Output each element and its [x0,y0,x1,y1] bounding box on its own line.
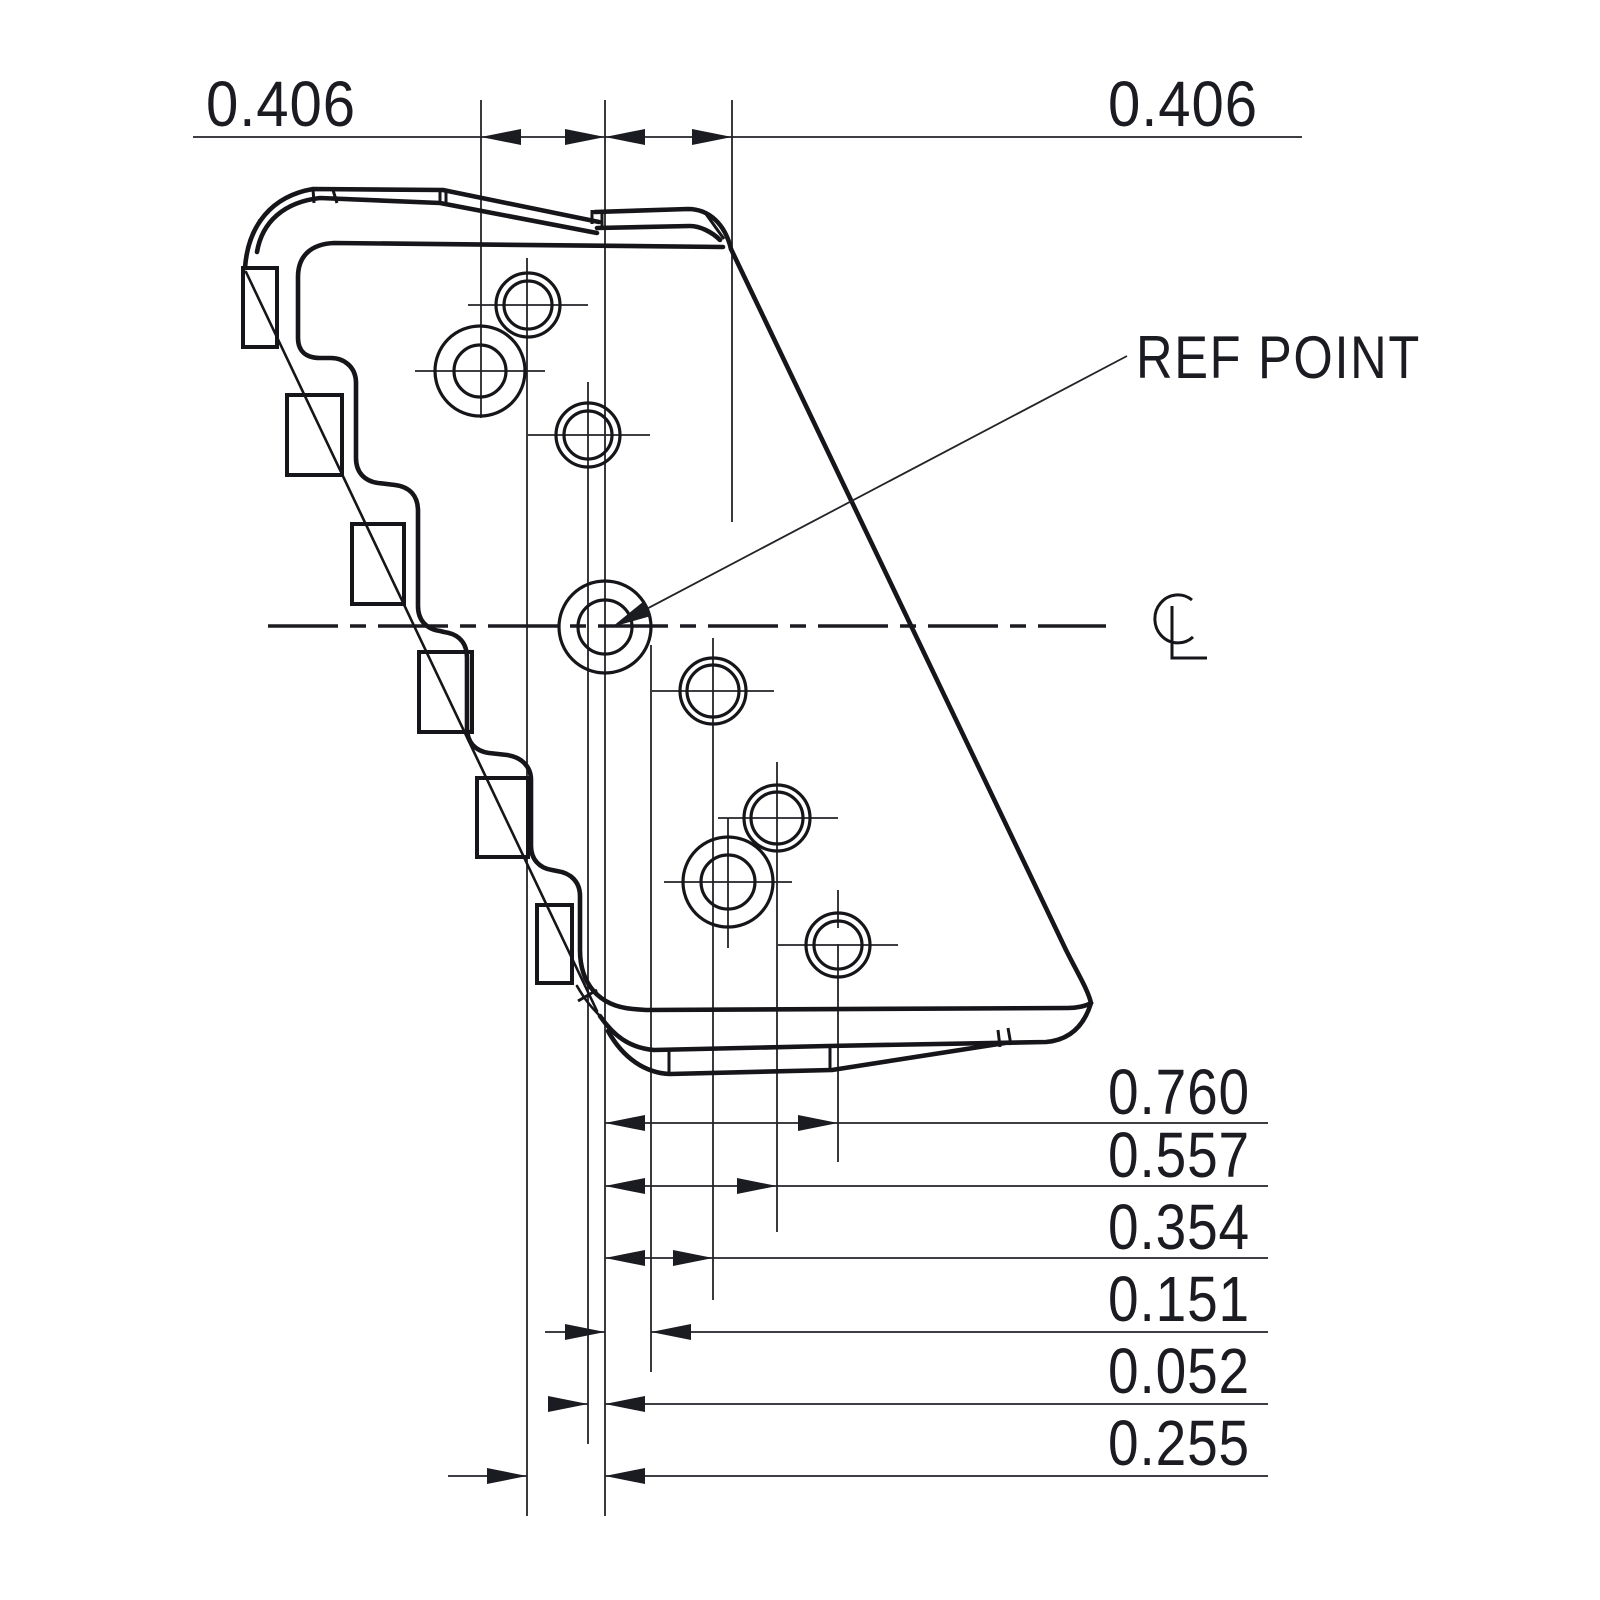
dim-label-0760: 0.760 [1108,1056,1250,1128]
dim-label-top-left: 0.406 [206,68,356,140]
dim-label-0052: 0.052 [1108,1335,1250,1407]
tick-top-left-end [313,189,314,203]
dim-label-0557: 0.557 [1108,1119,1250,1191]
tick-bottom-3a [998,1030,1000,1047]
ref-point-label: REF POINT [1136,324,1421,391]
dim-label-top-right: 0.406 [1108,68,1258,140]
dim-label-0354: 0.354 [1108,1191,1250,1263]
dim-label-0151: 0.151 [1108,1263,1250,1335]
dim-label-0255: 0.255 [1108,1407,1250,1479]
